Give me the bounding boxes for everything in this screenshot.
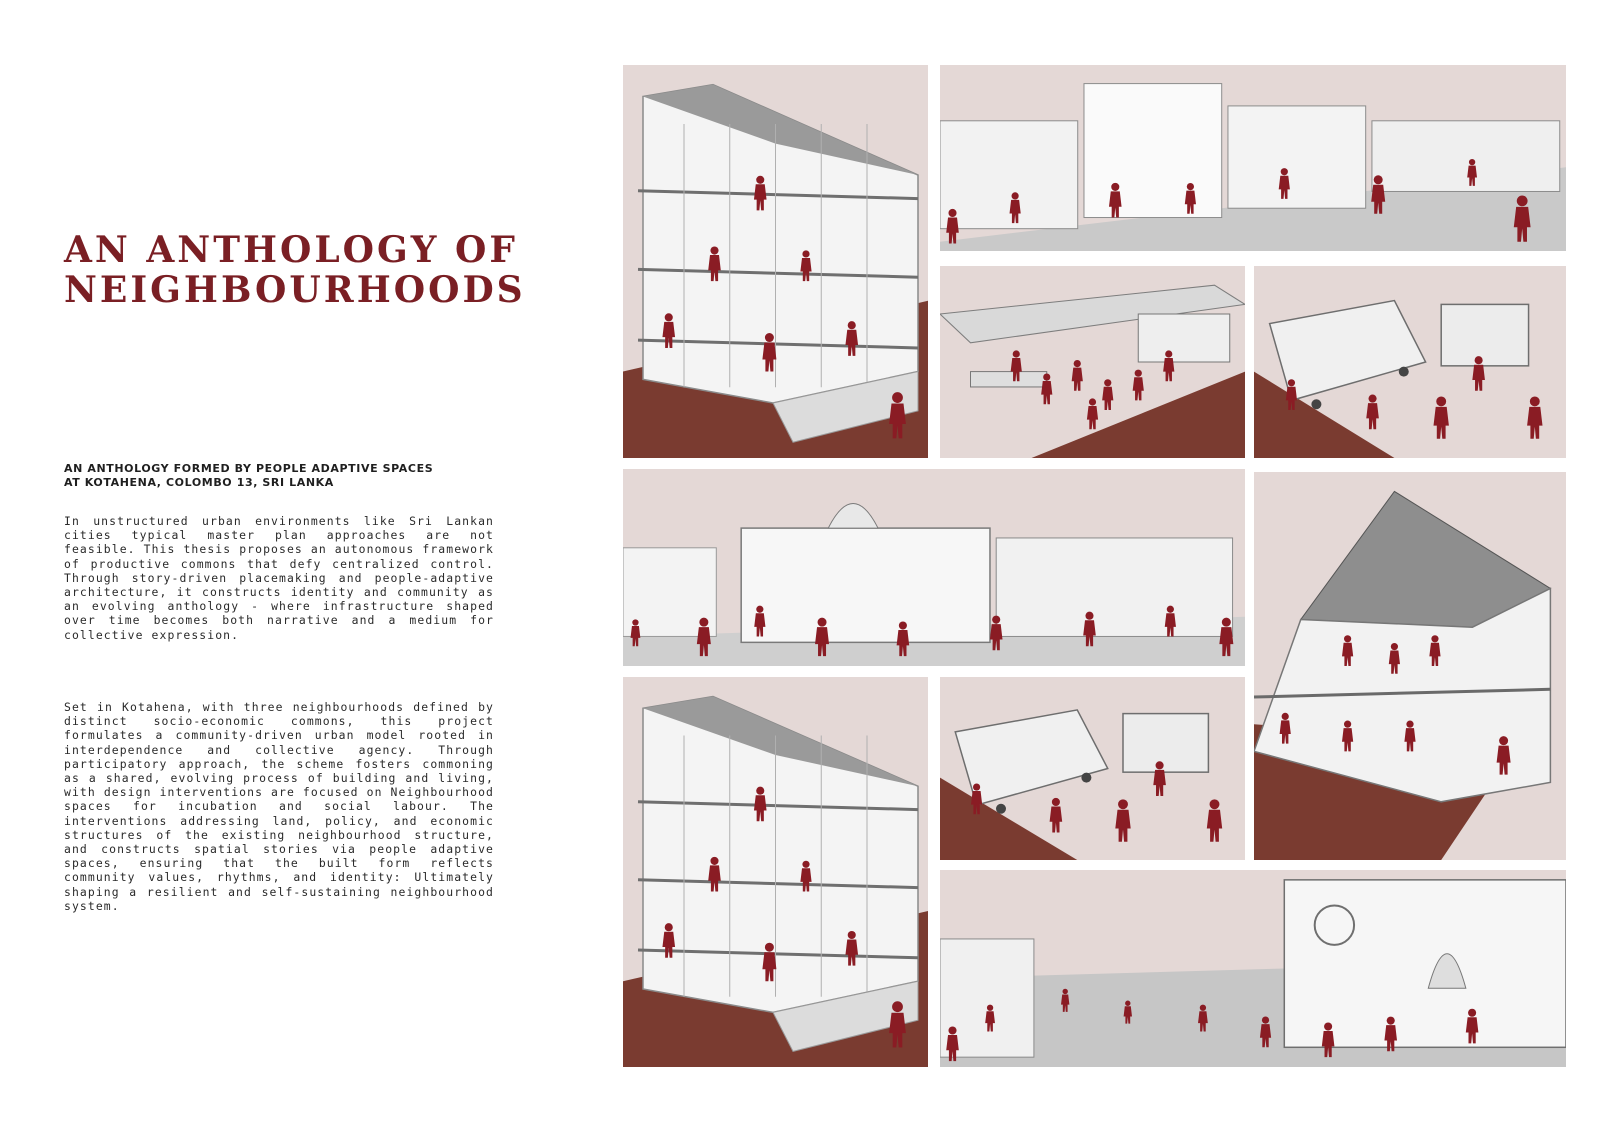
panel-canopy-market bbox=[940, 266, 1245, 458]
panel-cart-stall-2 bbox=[940, 677, 1245, 860]
panel-mosque-street bbox=[623, 469, 1245, 666]
body-paragraph-2: Set in Kotahena, with three neighbourhoods defined by distinct socio-economic commons, this project formulates a community-driven urban model rooted in interdependence and collective agency. Through participatory approach, the scheme fosters commoning as a shared, evolving process of building and living, with design interventions are focused on Neighbourhood spaces for incubation and social labour. The interventions addressing land, policy, and economic structures of the existing neighbourhood structure, and constructs spatial stories via people adaptive spaces, ensuring that the built form reflects community values, rhythms, and identity: Ultimately shaping a resilient and self-sustaining neighbourhood system. bbox=[64, 700, 494, 913]
panel-church-square-illustration bbox=[940, 870, 1566, 1067]
panel-building-section-1-illustration bbox=[623, 65, 928, 458]
panel-building-section-2 bbox=[623, 677, 928, 1067]
panel-mosque-street-illustration bbox=[623, 469, 1245, 666]
page-title bbox=[64, 230, 524, 310]
subtitle-line-2: AT KOTAHENA, COLOMBO 13, SRI LANKA bbox=[64, 476, 334, 489]
panel-cart-stall-2-illustration bbox=[940, 677, 1245, 860]
subtitle-line-1: AN ANTHOLOGY FORMED BY PEOPLE ADAPTIVE SPACES bbox=[64, 462, 434, 475]
panel-church-square bbox=[940, 870, 1566, 1067]
panel-building-section-2-illustration bbox=[623, 677, 928, 1067]
page-title-line-1: AN ANTHOLOGY OF bbox=[64, 229, 518, 271]
panel-canopy-market-illustration bbox=[940, 266, 1245, 458]
page-title-line-2: NEIGHBOURHOODS bbox=[64, 269, 526, 311]
body-paragraph-1: In unstructured urban environments like Sri Lankan cities typical master plan approaches are not feasible. This thesis proposes an autonomous framework of productive commons that defy centralized control. Through story-driven placemaking and people-adaptive architecture, it constructs identity and community as an evolving anthology - where infrastructure shaped over time becomes both narrative and a medium for collective expression. bbox=[64, 514, 494, 642]
panel-building-section-1 bbox=[623, 65, 928, 458]
panel-gabled-hall bbox=[1254, 472, 1566, 860]
subtitle bbox=[64, 462, 504, 490]
panel-street-view-1 bbox=[940, 65, 1566, 251]
panel-cart-stall-1 bbox=[1254, 266, 1566, 458]
panel-gabled-hall-illustration bbox=[1254, 472, 1566, 860]
panel-street-view-1-illustration bbox=[940, 65, 1566, 251]
panel-cart-stall-1-illustration bbox=[1254, 266, 1566, 458]
